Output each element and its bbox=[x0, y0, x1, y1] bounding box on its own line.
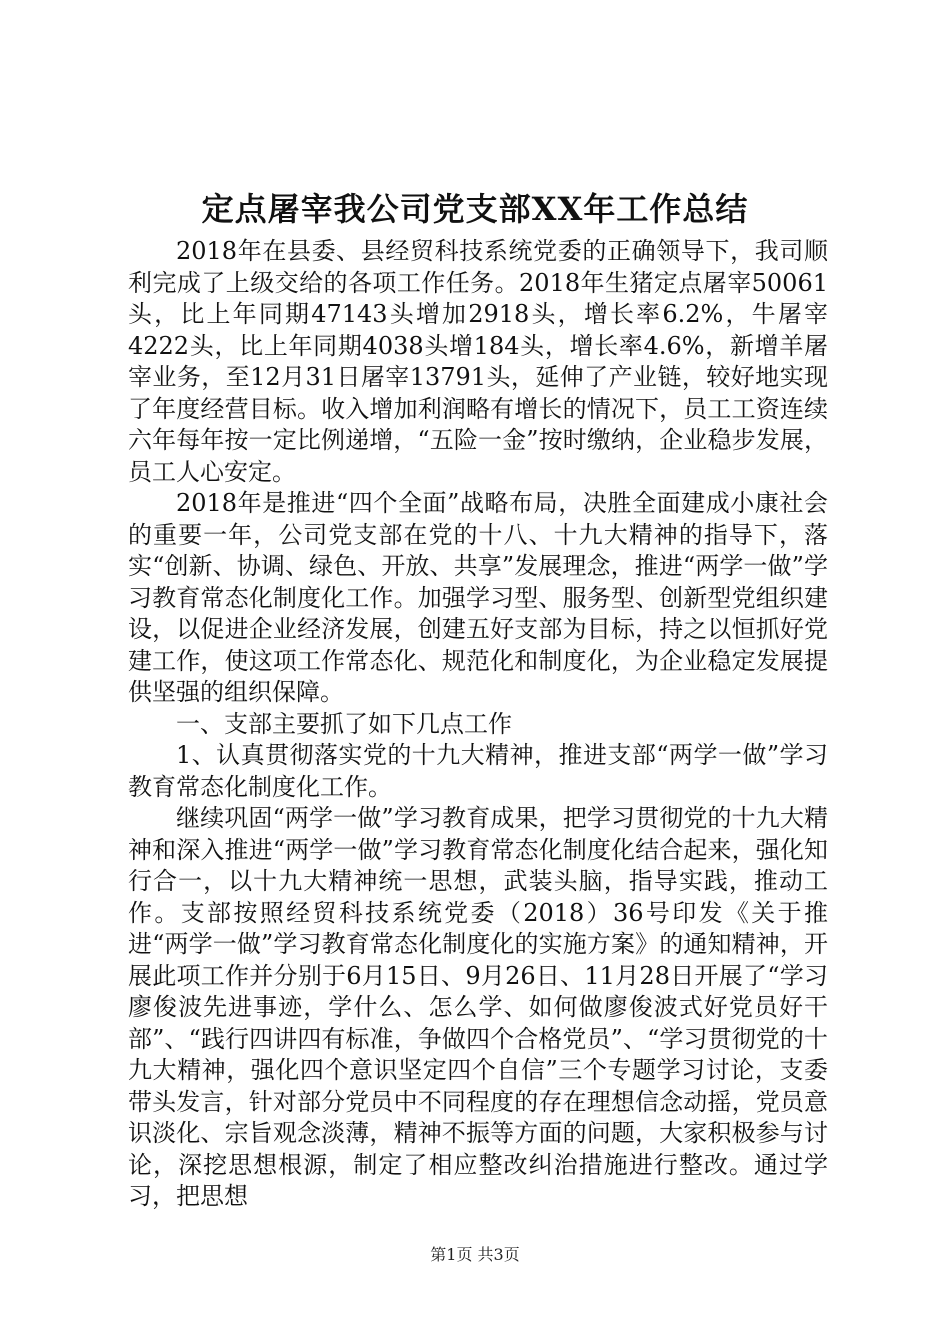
section-heading: 一、支部主要抓了如下几点工作 bbox=[176, 709, 512, 738]
document-title: 定点屠宰我公司党支部XX年工作总结 bbox=[201, 190, 749, 228]
page-footer: 第1页 共3页 bbox=[430, 1245, 520, 1264]
subsection-heading: 1、认真贯彻落实党的十九大精神，推进支部“两学一做”学习教育常态化制度化工作。 bbox=[128, 741, 828, 801]
document-body bbox=[128, 236, 828, 1213]
paragraph-intro: 2018年在县委、县经贸科技系统党委的正确领导下，我司顺利完成了上级交给的各项工作任务。2018年生猪定点屠宰50061头，比上年同期47143头增加2918头，增长率6.2%，牛屠宰4222头，比上年同期4038头增184头，增长率4.6%，新增羊屠宰业务，至12月31日屠宰13791头，延伸了产业链，较好地实现了年度经营目标。收入增加利润略有增长的情况下，员工工资连续六年每年按一定比例递增，“五险一金”按时缴纳，企业稳步发展，员工人心安定。 bbox=[128, 237, 828, 486]
paragraph-overview: 2018年是推进“四个全面”战略布局，决胜全面建成小康社会的重要一年，公司党支部在党的十八、十九大精神的指导下，落实“创新、协调、绿色、开放、共享”发展理念，推进“两学一做”学习教育常态化制度化工作。加强学习型、服务型、创新型党组织建设，以促进企业经济发展，创建五好支部为目标，持之以恒抓好党建工作，使这项工作常态化、规范化和制度化，为企业稳定发展提供坚强的组织保障。 bbox=[128, 489, 828, 706]
paragraph-study: 继续巩固“两学一做”学习教育成果，把学习贯彻党的十九大精神和深入推进“两学一做”学习教育常态化制度化结合起来，强化知行合一，以十九大精神统一思想，武装头脑，指导实践，推动工作。支部按照经贸科技系统党委（2018）36号印发《关于推进“两学一做”学习教育常态化制度化的实施方案》的通知精神，开展此项工作并分别于6月15日、9月26日、11月28日开展了“学习廖俊波先进事迹，学什么、怎么学、如何做廖俊波式好党员好干部”、“践行四讲四有标准，争做四个合格党员”、“学习贯彻党的十九大精神，强化四个意识坚定四个自信”三个专题学习讨论，支委带头发言，针对部分党员中不同程度的存在理想信念动摇，党员意识淡化、宗旨观念淡薄，精神不振等方面的问题，大家积极参与讨论，深挖思想根源，制定了相应整改纠治措施进行整改。通过学习，把思想 bbox=[128, 804, 828, 1210]
